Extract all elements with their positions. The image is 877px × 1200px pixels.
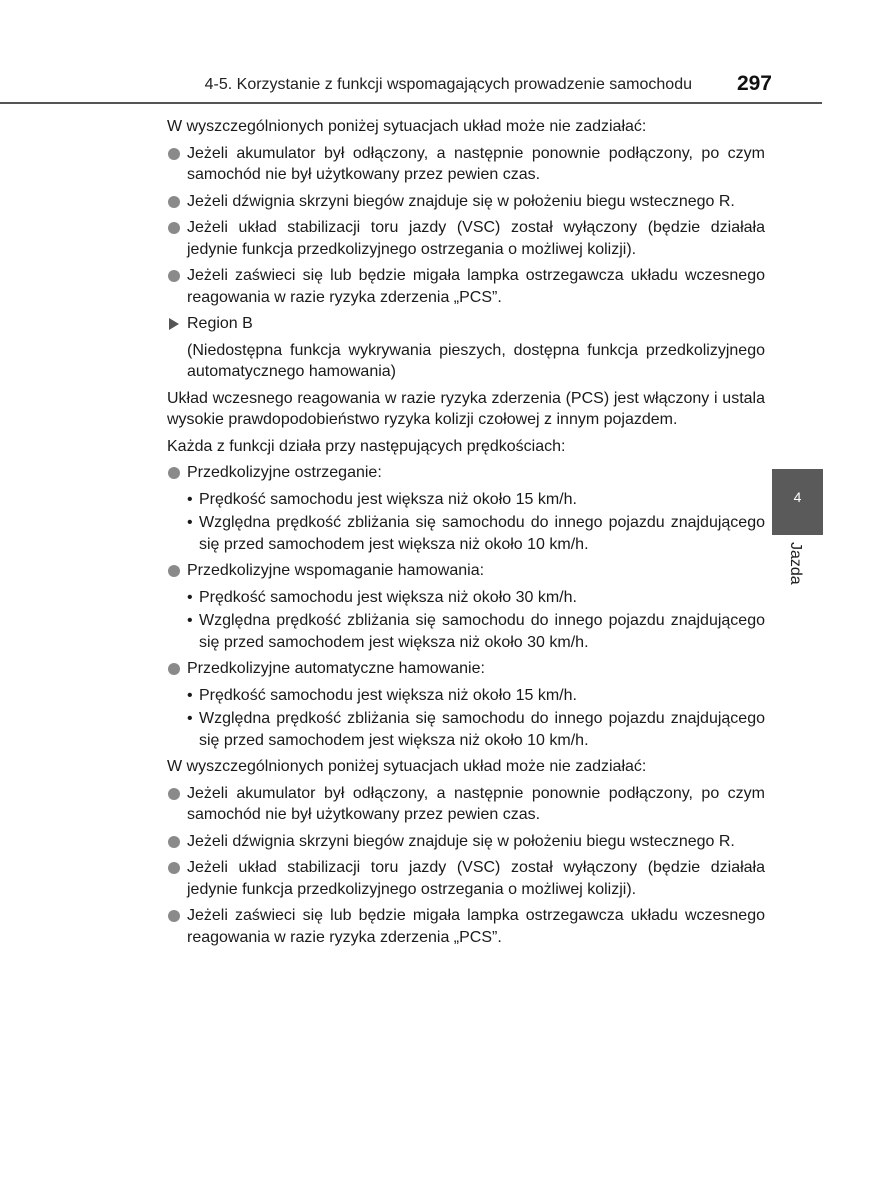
list-item: Jeżeli akumulator był odłączony, a następnie ponownie podłączony, po czym samochód nie był użytkowany przez pewien czas. — [167, 143, 765, 186]
sub-bullet: • — [187, 710, 193, 727]
list-item: Jeżeli dźwignia skrzyni biegów znajduje się w położeniu biegu wstecznego R. — [167, 191, 765, 213]
bullet-dot-icon — [168, 836, 180, 848]
bullet-dot-icon — [168, 788, 180, 800]
bullet-dot-icon — [168, 270, 180, 282]
situation-list-2 — [167, 783, 765, 949]
condition-item: • Prędkość samochodu jest większa niż około 15 km/h. — [167, 489, 765, 511]
page-header — [0, 66, 822, 104]
bullet-dot-icon — [168, 862, 180, 874]
sub-bullet: • — [187, 514, 193, 531]
paragraph-speeds: Każda z funkcji działa przy następujących prędkościach: — [167, 437, 566, 455]
condition-item: • Prędkość samochodu jest większa niż około 15 km/h. — [167, 685, 765, 707]
chapter-tab-number: 4 — [793, 489, 802, 505]
sub-bullet: • — [187, 588, 193, 606]
chapter-title: 4-5. Korzystanie z funkcji wspomagających prowadzenie samochodu — [204, 76, 692, 93]
list-item: Jeżeli zaświeci się lub będzie migała lampka ostrzegawcza układu wczesnego reagowania w razie ryzyka zderzenia „PCS”. — [167, 265, 765, 308]
bullet-dot-icon — [168, 196, 180, 208]
intro-paragraph-1: W wyszczególnionych poniżej sytuacjach układ może nie zadziałać: — [167, 118, 647, 135]
intro-paragraph-2: W wyszczególnionych poniżej sytuacjach układ może nie zadziałać: — [167, 758, 647, 775]
region-note: (Niedostępna funkcja wykrywania pieszych, dostępna funkcja przedkolizyjnego automatycznego hamowania) — [187, 341, 765, 380]
function-name: Przedkolizyjne wspomaganie hamowania: — [167, 560, 765, 582]
condition-item: • Względna prędkość zbliżania się samochodu do innego pojazdu znajdującego się przed samochodem jest większa niż około 10 km/h. — [187, 514, 765, 553]
list-item: Jeżeli układ stabilizacji toru jazdy (VSC) został wyłączony (będzie działała jedynie funkcja przedkolizyjnego ostrzegania o możliwej kolizji). — [167, 217, 765, 260]
condition-item: • Względna prędkość zbliżania się samochodu do innego pojazdu znajdującego się przed samochodem jest większa niż około 10 km/h. — [187, 710, 765, 749]
list-item: Jeżeli akumulator był odłączony, a następnie ponownie podłączony, po czym samochód nie był użytkowany przez pewien czas. — [167, 783, 765, 826]
bullet-dot-icon — [168, 910, 180, 922]
function-name: Przedkolizyjne ostrzeganie: — [167, 462, 765, 484]
sub-bullet: • — [187, 612, 193, 629]
chapter-tab — [772, 469, 823, 535]
bullet-dot-icon — [168, 663, 180, 675]
list-item: Jeżeli układ stabilizacji toru jazdy (VSC) został wyłączony (będzie działała jedynie funkcja przedkolizyjnego ostrzegania o możliwej kolizji). — [167, 857, 765, 900]
triangle-right-icon — [169, 318, 179, 330]
list-item: Jeżeli dźwignia skrzyni biegów znajduje się w położeniu biegu wstecznego R. — [167, 831, 765, 853]
bullet-dot-icon — [168, 565, 180, 577]
sub-bullet: • — [187, 686, 193, 704]
condition-item: • Względna prędkość zbliżania się samochodu do innego pojazdu znajdującego się przed samochodem jest większa niż około 30 km/h. — [187, 612, 765, 651]
function-name: Przedkolizyjne automatyczne hamowanie: — [167, 658, 765, 680]
bullet-dot-icon — [168, 148, 180, 160]
page-number: 297 — [736, 72, 772, 95]
sub-bullet: • — [187, 490, 193, 508]
bullet-dot-icon — [168, 222, 180, 234]
region-heading: Region B — [167, 313, 765, 335]
paragraph-pcs-active: Układ wczesnego reagowania w razie ryzyka zderzenia (PCS) jest włączony i ustala wysokie prawdopodobieństwo ryzyka kolizji czołowej z innym pojazdem. — [167, 389, 765, 428]
function-list — [167, 462, 765, 751]
condition-item: • Prędkość samochodu jest większa niż około 30 km/h. — [167, 587, 765, 609]
chapter-tab-label: Jazda — [787, 542, 804, 585]
situation-list-1 — [167, 143, 765, 309]
list-item: Jeżeli zaświeci się lub będzie migała lampka ostrzegawcza układu wczesnego reagowania w razie ryzyka zderzenia „PCS”. — [167, 905, 765, 948]
bullet-dot-icon — [168, 467, 180, 479]
page-content — [167, 116, 765, 953]
